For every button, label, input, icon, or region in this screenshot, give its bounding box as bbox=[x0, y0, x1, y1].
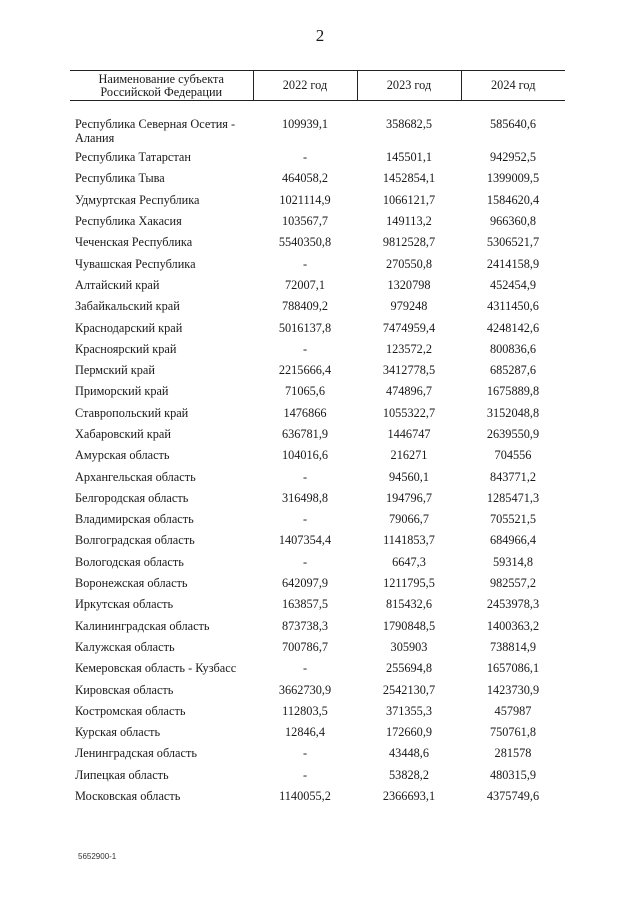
value-2024-cell: 1584620,4 bbox=[486, 192, 540, 207]
value-2023-cell: 7474959,4 bbox=[382, 320, 436, 335]
value-2024-cell: 738814,9 bbox=[489, 639, 537, 654]
value-2024-cell: 4375749,6 bbox=[486, 789, 540, 804]
table-row bbox=[70, 232, 565, 253]
value-2022-cell: 5016137,8 bbox=[278, 320, 332, 335]
table-row bbox=[70, 552, 565, 573]
value-2022-cell: 112803,5 bbox=[282, 703, 328, 718]
value-2022-cell: 103567,7 bbox=[281, 214, 329, 229]
region-name-cell: Курская область bbox=[75, 725, 161, 740]
table-row bbox=[70, 573, 565, 594]
region-name-cell: Чеченская Республика bbox=[75, 235, 193, 250]
value-2022-cell: - bbox=[302, 150, 308, 165]
value-2023-cell: 3412778,5 bbox=[382, 363, 436, 378]
header-year-2022: 2022 год bbox=[253, 71, 357, 101]
value-2024-cell: 1423730,9 bbox=[486, 682, 540, 697]
table-row bbox=[70, 594, 565, 615]
table-row bbox=[70, 743, 565, 764]
value-2023-cell: 358682,5 bbox=[385, 117, 433, 131]
value-2023-cell: 94560,1 bbox=[389, 469, 429, 484]
region-name-cell: Воронежская область bbox=[75, 576, 188, 591]
value-2022-cell: 71065,6 bbox=[285, 384, 325, 399]
value-2023-cell: 79066,7 bbox=[389, 512, 429, 527]
value-2022-cell: 700786,7 bbox=[281, 639, 329, 654]
value-2022-cell: 1140055,2 bbox=[279, 789, 331, 804]
value-2024-cell: 4311450,6 bbox=[487, 299, 539, 314]
value-2023-cell: 979248 bbox=[390, 299, 428, 314]
value-2023-cell: 216271 bbox=[390, 448, 428, 463]
value-2023-cell: 371355,3 bbox=[385, 703, 433, 718]
value-2023-cell: 1211795,5 bbox=[383, 576, 435, 591]
table-row bbox=[70, 679, 565, 700]
value-2023-cell: 9812528,7 bbox=[382, 235, 436, 250]
value-2024-cell: 684966,4 bbox=[489, 533, 537, 548]
table-row bbox=[70, 466, 565, 487]
value-2024-cell: 705521,5 bbox=[489, 512, 537, 527]
table-row bbox=[70, 381, 565, 402]
value-2022-cell: 1407354,4 bbox=[278, 533, 332, 548]
region-name-cell: Пермский край bbox=[75, 363, 155, 378]
value-2022-cell: 12846,4 bbox=[285, 725, 325, 740]
value-2022-cell: - bbox=[302, 554, 308, 569]
value-2022-cell: - bbox=[302, 469, 308, 484]
value-2022-cell: - bbox=[302, 661, 308, 676]
region-name-cell: Чувашская Республика bbox=[75, 256, 196, 271]
value-2023-cell: 1055322,7 bbox=[382, 405, 436, 420]
value-2023-cell: 43448,6 bbox=[389, 746, 429, 761]
table-row bbox=[70, 168, 565, 189]
value-2022-cell: 464058,2 bbox=[281, 171, 329, 186]
value-2024-cell: 281578 bbox=[494, 746, 532, 761]
value-2022-cell: 636781,9 bbox=[281, 427, 329, 441]
region-name-cell: Кировская область bbox=[75, 682, 174, 697]
header-region-name: Наименование субъекта Российской Федерации bbox=[70, 71, 253, 101]
region-name-cell: Красноярский край bbox=[75, 341, 177, 356]
value-2024-cell: 800836,6 bbox=[489, 341, 537, 356]
value-2024-cell: 1675889,8 bbox=[486, 384, 540, 399]
table-row bbox=[70, 113, 565, 147]
value-2022-cell: 788409,2 bbox=[281, 299, 329, 314]
region-name-cell: Ставропольский край bbox=[75, 405, 189, 420]
value-2023-cell: 2542130,7 bbox=[382, 682, 436, 697]
document-code: 5652900-1 bbox=[78, 852, 117, 861]
value-2022-cell: 104016,6 bbox=[281, 448, 329, 463]
value-2024-cell: 843771,2 bbox=[489, 469, 537, 484]
value-2023-cell: 1790848,5 bbox=[382, 618, 436, 633]
value-2023-cell: 1320798 bbox=[387, 277, 431, 292]
value-2024-cell: 2639550,9 bbox=[486, 427, 540, 441]
value-2022-cell: 163857,5 bbox=[281, 597, 329, 612]
table-row bbox=[70, 403, 565, 424]
region-name-cell: Амурская область bbox=[75, 448, 170, 463]
region-name-cell: Республика Татарстан bbox=[75, 150, 191, 165]
table-row bbox=[70, 637, 565, 658]
value-2022-cell: 1021114,9 bbox=[279, 192, 331, 207]
table-row bbox=[70, 360, 565, 381]
region-name-cell: Забайкальский край bbox=[75, 299, 180, 314]
value-2022-cell: - bbox=[302, 512, 308, 527]
region-name-cell: Республика Северная Осетия - Алания bbox=[75, 117, 236, 145]
value-2022-cell: - bbox=[302, 746, 308, 761]
value-2023-cell: 6647,3 bbox=[392, 554, 426, 569]
value-2024-cell: 966360,8 bbox=[489, 214, 537, 229]
value-2024-cell: 1285471,3 bbox=[486, 490, 540, 505]
region-name-cell: Кемеровская область - Кузбасс bbox=[75, 661, 237, 676]
value-2024-cell: 685287,6 bbox=[489, 363, 537, 378]
value-2023-cell: 1066121,7 bbox=[382, 192, 436, 207]
value-2024-cell: 452454,9 bbox=[489, 277, 537, 292]
value-2024-cell: 2453978,3 bbox=[486, 597, 540, 612]
value-2022-cell: - bbox=[302, 767, 308, 782]
table-row bbox=[70, 530, 565, 551]
value-2023-cell: 474896,7 bbox=[385, 384, 433, 399]
value-2023-cell: 270550,8 bbox=[385, 256, 433, 271]
region-name-cell: Калужская область bbox=[75, 639, 175, 654]
spacer-row bbox=[70, 101, 565, 114]
table-row bbox=[70, 786, 565, 807]
table-row bbox=[70, 722, 565, 743]
value-2024-cell: 5306521,7 bbox=[486, 235, 540, 250]
value-2022-cell: 316498,8 bbox=[281, 490, 329, 505]
region-name-cell: Вологодская область bbox=[75, 554, 184, 569]
value-2024-cell: 457987 bbox=[494, 703, 532, 718]
value-2023-cell: 255694,8 bbox=[385, 661, 433, 676]
header-year-2023: 2023 год bbox=[357, 71, 461, 101]
table-row bbox=[70, 701, 565, 722]
table-row bbox=[70, 190, 565, 211]
table-body bbox=[70, 101, 565, 808]
value-2023-cell: 123572,2 bbox=[385, 341, 433, 356]
value-2024-cell: 585640,6 bbox=[489, 117, 537, 131]
value-2022-cell: 642097,9 bbox=[281, 576, 329, 591]
region-name-cell: Ленинградская область bbox=[75, 746, 197, 761]
region-name-cell: Архангельская область bbox=[75, 469, 196, 484]
table-row bbox=[70, 765, 565, 786]
value-2024-cell: 704556 bbox=[494, 448, 532, 463]
value-2023-cell: 1141853,7 bbox=[383, 533, 435, 548]
value-2022-cell: - bbox=[302, 341, 308, 356]
value-2022-cell: 5540350,8 bbox=[278, 235, 332, 250]
region-name-cell: Краснодарский край bbox=[75, 320, 183, 335]
value-2024-cell: 1657086,1 bbox=[486, 661, 540, 676]
value-2024-cell: 1400363,2 bbox=[486, 618, 540, 633]
table-row bbox=[70, 317, 565, 338]
table-row bbox=[70, 211, 565, 232]
value-2023-cell: 1446747 bbox=[387, 427, 431, 441]
page-number: 2 bbox=[315, 26, 325, 45]
region-name-cell: Удмуртская Республика bbox=[75, 192, 200, 207]
region-name-cell: Липецкая область bbox=[75, 767, 169, 782]
region-name-cell: Владимирская область bbox=[75, 512, 194, 527]
region-name-cell: Республика Тыва bbox=[75, 171, 165, 186]
value-2024-cell: 2414158,9 bbox=[486, 256, 540, 271]
value-2023-cell: 2366693,1 bbox=[382, 789, 436, 804]
value-2023-cell: 149113,2 bbox=[386, 214, 432, 229]
value-2023-cell: 815432,6 bbox=[385, 597, 433, 612]
header-year-2024: 2024 год bbox=[461, 71, 565, 101]
value-2022-cell: - bbox=[302, 256, 308, 271]
region-name-cell: Республика Хакасия bbox=[75, 214, 182, 229]
value-2024-cell: 59314,8 bbox=[493, 554, 533, 569]
region-name-cell: Калининградская область bbox=[75, 618, 210, 633]
value-2024-cell: 4248142,6 bbox=[486, 320, 540, 335]
region-name-cell: Приморский край bbox=[75, 384, 169, 399]
region-name-cell: Хабаровский край bbox=[75, 427, 171, 441]
region-name-cell: Белгородская область bbox=[75, 490, 189, 505]
value-2023-cell: 1452854,1 bbox=[382, 171, 436, 186]
table-row bbox=[70, 147, 565, 168]
value-2024-cell: 982557,2 bbox=[489, 576, 537, 591]
value-2024-cell: 1399009,5 bbox=[486, 171, 540, 186]
table-row bbox=[70, 275, 565, 296]
region-name-cell: Волгоградская область bbox=[75, 533, 195, 548]
value-2023-cell: 53828,2 bbox=[389, 767, 429, 782]
table-row bbox=[70, 296, 565, 317]
table-row bbox=[70, 339, 565, 360]
value-2024-cell: 3152048,8 bbox=[486, 405, 540, 420]
table-row bbox=[70, 509, 565, 530]
region-name-cell: Костромская область bbox=[75, 703, 186, 718]
value-2023-cell: 172660,9 bbox=[385, 725, 433, 740]
value-2023-cell: 194796,7 bbox=[385, 490, 433, 505]
table-row bbox=[70, 616, 565, 637]
value-2022-cell: 3662730,9 bbox=[278, 682, 332, 697]
table-row bbox=[70, 658, 565, 679]
value-2022-cell: 72007,1 bbox=[285, 277, 325, 292]
table-row bbox=[70, 488, 565, 509]
value-2024-cell: 750761,8 bbox=[489, 725, 537, 740]
region-name-cell: Московская область bbox=[75, 789, 181, 804]
table-header-row bbox=[70, 71, 565, 101]
value-2023-cell: 145501,1 bbox=[385, 150, 433, 165]
subsidy-table bbox=[70, 70, 565, 807]
region-name-cell: Иркутская область bbox=[75, 597, 174, 612]
table-row bbox=[70, 253, 565, 274]
value-2022-cell: 109939,1 bbox=[281, 117, 329, 131]
value-2022-cell: 873738,3 bbox=[281, 618, 329, 633]
table-row bbox=[70, 424, 565, 445]
value-2022-cell: 1476866 bbox=[283, 405, 327, 420]
value-2022-cell: 2215666,4 bbox=[278, 363, 332, 378]
value-2024-cell: 942952,5 bbox=[489, 150, 537, 165]
value-2024-cell: 480315,9 bbox=[489, 767, 537, 782]
table-row bbox=[70, 445, 565, 466]
region-name-cell: Алтайский край bbox=[75, 277, 160, 292]
value-2023-cell: 305903 bbox=[390, 639, 428, 654]
